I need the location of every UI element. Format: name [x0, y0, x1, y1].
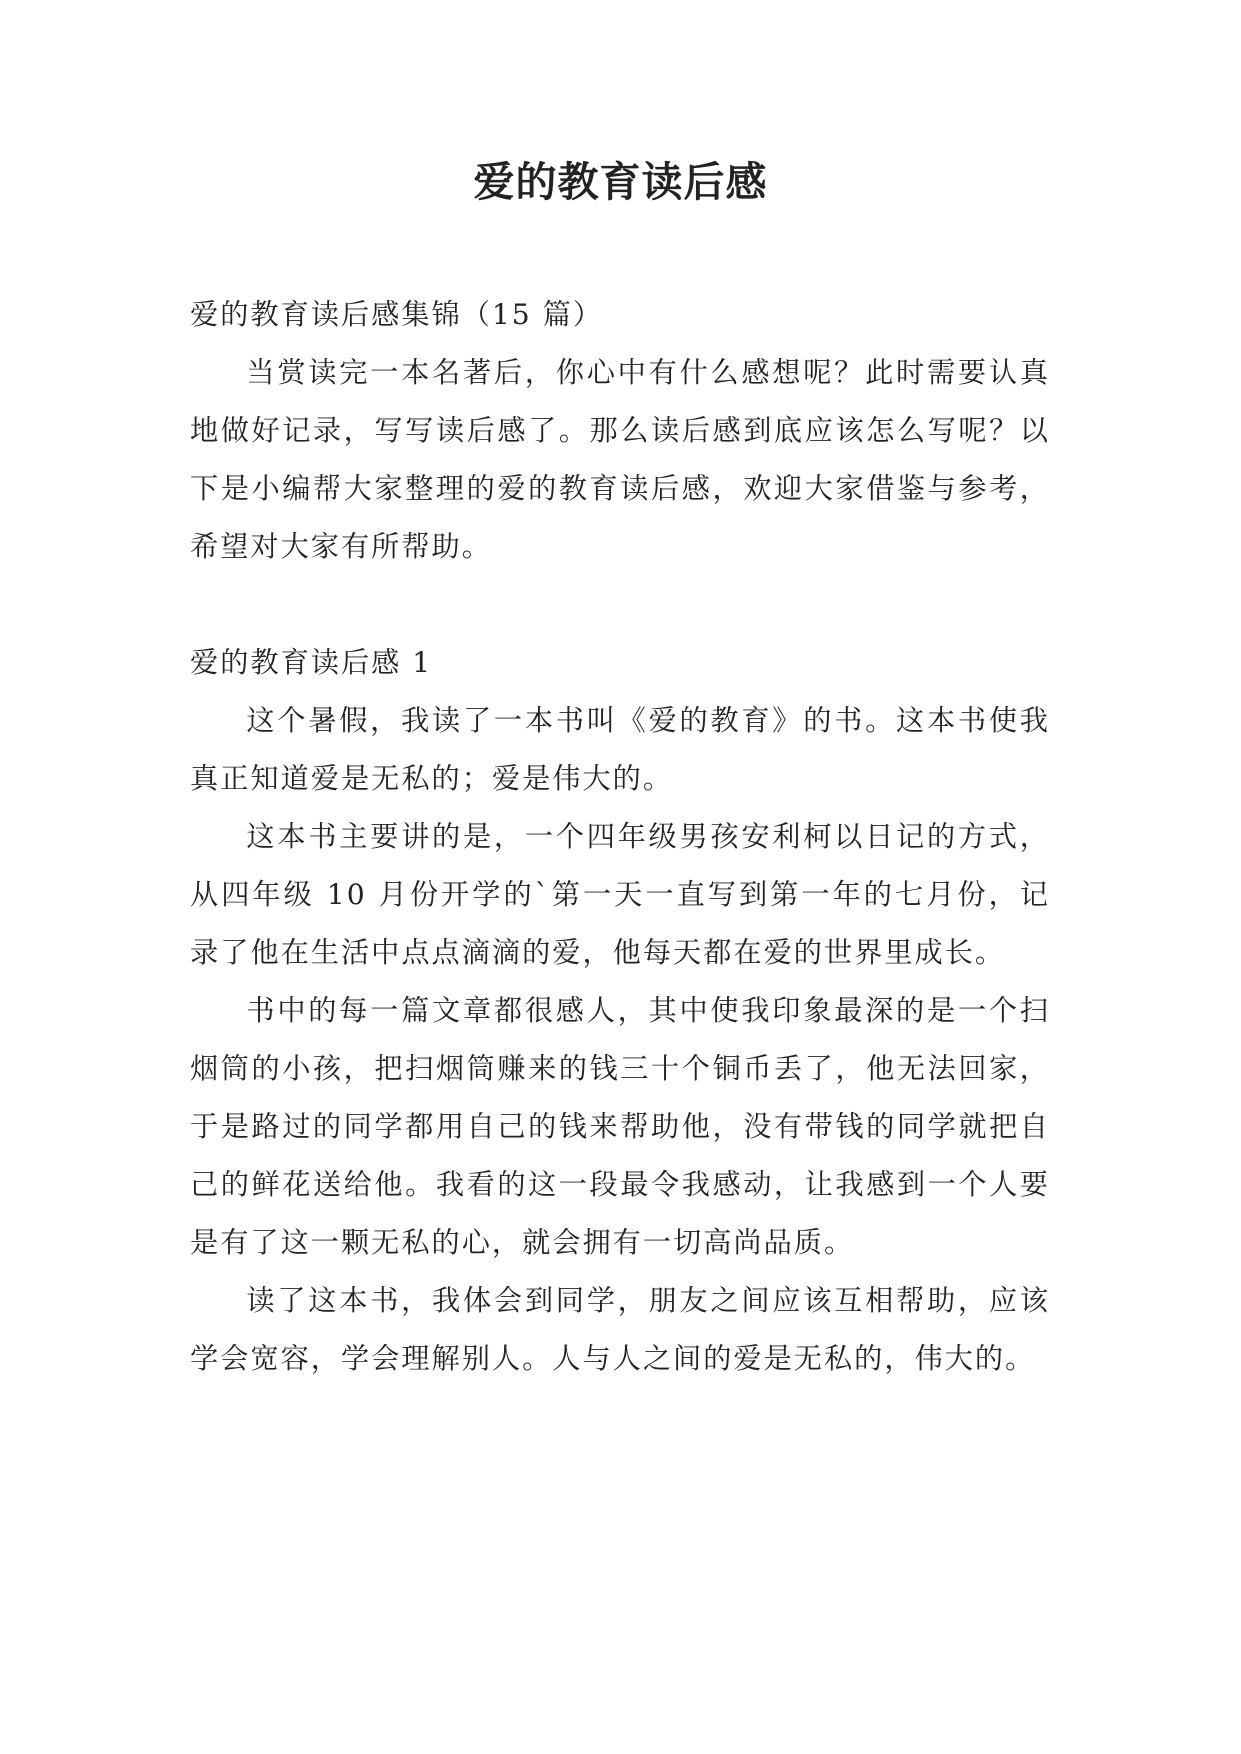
body-paragraph: 这本书主要讲的是，一个四年级男孩安利柯以日记的方式，从四年级 10 月份开学的`第一天一直写到第一年的七月份，记录了他在生活中点点滴滴的爱，他每天都在爱的世界里成长。 — [190, 820, 1050, 969]
body-paragraph: 读了这本书，我体会到同学，朋友之间应该互相帮助，应该学会宽容，学会理解别人。人与人之间的爱是无私的，伟大的。 — [190, 1284, 1050, 1375]
blank-line — [190, 576, 1050, 634]
section-heading: 爱的教育读后感 1 — [190, 646, 433, 679]
document-body — [190, 286, 1050, 1388]
body-paragraph: 书中的每一篇文章都很感人，其中使我印象最深的是一个扫烟筒的小孩，把扫烟筒赚来的钱三十个铜币丢了，他无法回家，于是路过的同学都用自己的钱来帮助他，没有带钱的同学就把自己的鲜花送给他。我看的这一段最令我感动，让我感到一个人要是有了这一颗无私的心，就会拥有一切高尚品质。 — [190, 994, 1050, 1259]
intro-paragraph: 当赏读完一本名著后，你心中有什么感想呢？此时需要认真地做好记录，写写读后感了。那么读后感到底应该怎么写呢？以下是小编帮大家整理的爱的教育读后感，欢迎大家借鉴与参考，希望对大家有所帮助。 — [190, 356, 1050, 563]
document-title: 爱的教育读后感 — [473, 158, 768, 206]
body-paragraph: 这个暑假，我读了一本书叫《爱的教育》的书。这本书使我真正知道爱是无私的；爱是伟大的。 — [190, 704, 1050, 795]
collection-subtitle: 爱的教育读后感集锦（15 篇） — [190, 298, 604, 331]
